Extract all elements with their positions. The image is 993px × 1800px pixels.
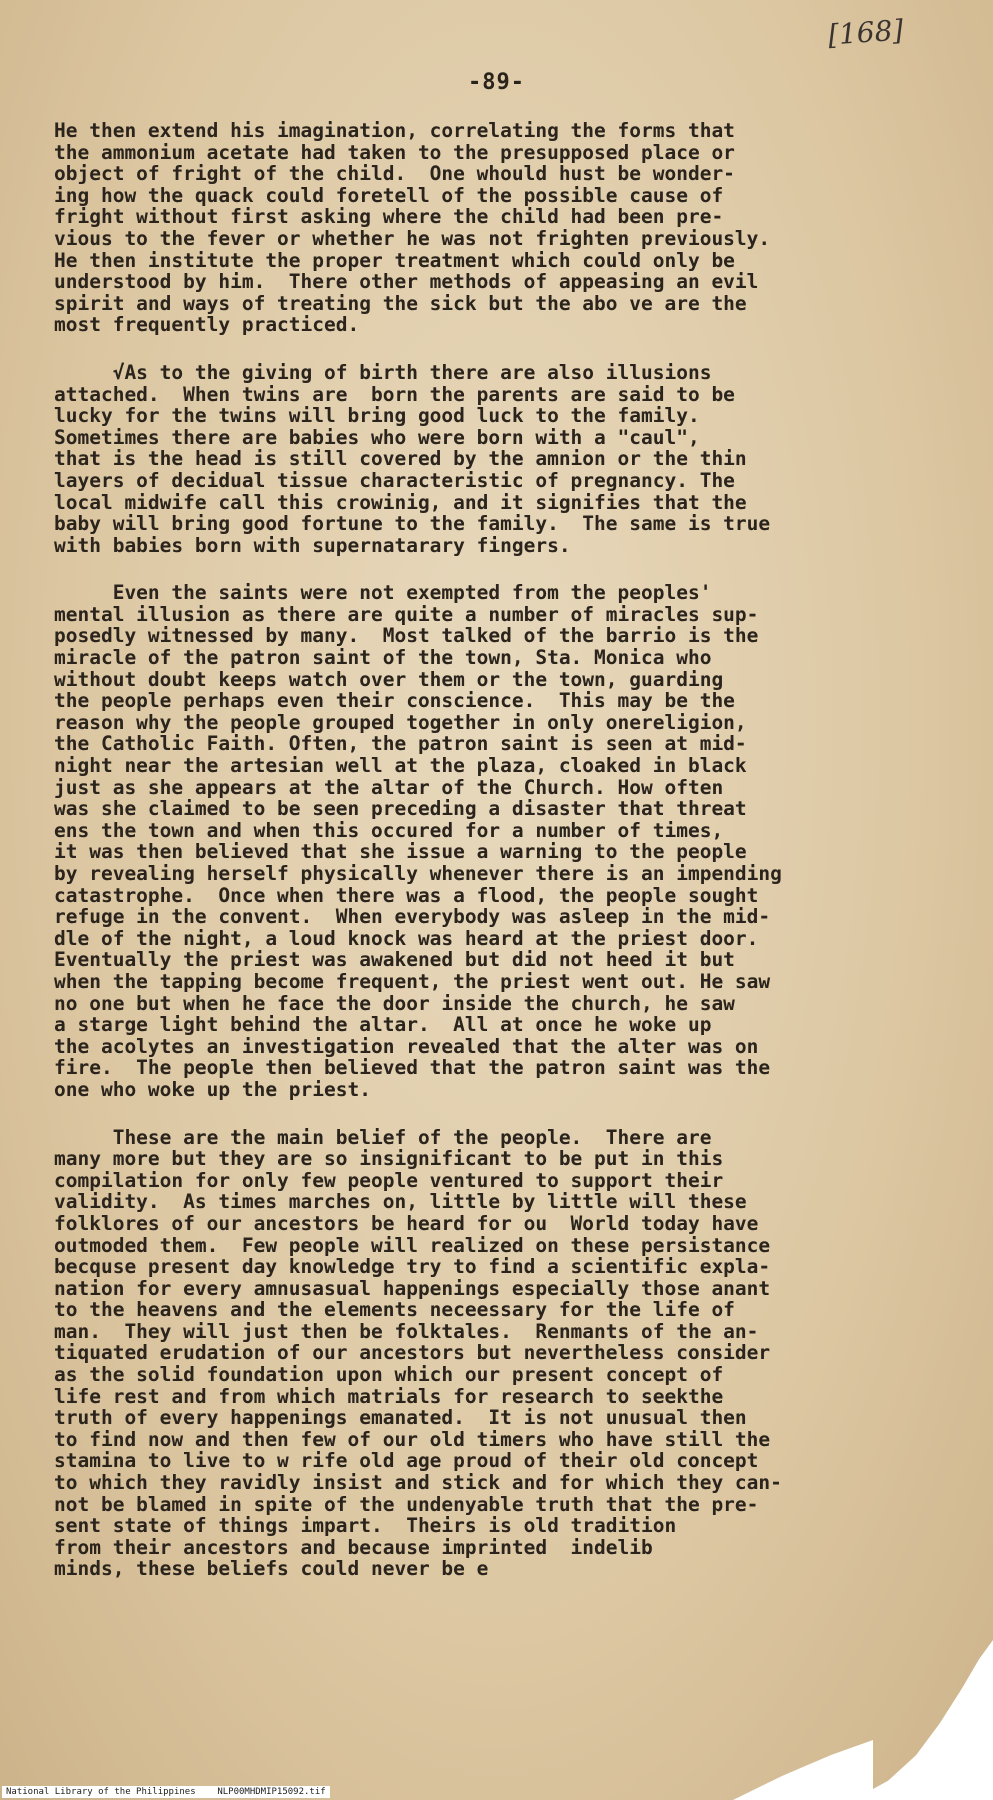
paragraph-2 <box>54 362 954 556</box>
archive-footer: National Library of the Philippines NLP00MHDMIP15092.tif <box>2 1786 330 1798</box>
text-line: the ammonium acetate had taken to the presupposed place or <box>54 140 735 164</box>
text-line: that is the head is still covered by the amnion or the thin <box>54 447 747 471</box>
text-line: tiquated erudation of our ancestors but nevertheless consider <box>54 1341 771 1365</box>
text-line: He then institute the proper treatment which could only be <box>54 248 735 272</box>
text-line: object of fright of the child. One whould hust be wonder- <box>54 162 735 186</box>
text-line: Even the saints were not exempted from the peoples' <box>54 581 712 605</box>
text-line: from their ancestors and because imprinted indelib <box>54 1535 653 1559</box>
text-line: it was then believed that she issue a warning to the people <box>54 840 747 864</box>
torn-page-corner <box>853 1640 993 1800</box>
text-line: was she claimed to be seen preceding a disaster that threat <box>54 797 747 821</box>
text-line: not be blamed in spite of the undenyable truth that the pre- <box>54 1492 759 1516</box>
text-line: refuge in the convent. When everybody was asleep in the mid- <box>54 905 771 929</box>
text-line: Sometimes there are babies who were born with a "caul", <box>54 425 700 449</box>
text-line: layers of decidual tissue characteristic of pregnancy. The <box>54 468 735 492</box>
text-line: the acolytes an investigation revealed that the alter was on <box>54 1034 759 1058</box>
text-line: just as she appears at the altar of the Church. How often <box>54 775 724 799</box>
text-line: most frequently practiced. <box>54 313 360 337</box>
text-line: with babies born with supernatarary fingers. <box>54 533 571 557</box>
text-line: miracle of the patron saint of the town, Sta. Monica who <box>54 646 712 670</box>
text-line: posedly witnessed by many. Most talked of the barrio is the <box>54 624 759 648</box>
text-line: to find now and then few of our old timers who have still the <box>54 1427 771 1451</box>
text-line: local midwife call this crowinig, and it signifies that the <box>54 490 747 514</box>
text-line: man. They will just then be folktales. Renmants of the an- <box>54 1319 759 1343</box>
text-line: a starge light behind the altar. All at once he woke up <box>54 1013 712 1037</box>
text-line: the people perhaps even their conscience. This may be the <box>54 689 735 713</box>
text-line: folklores of our ancestors be heard for ou World today have <box>54 1211 759 1235</box>
text-line: truth of every happenings emanated. It is not unusual then <box>54 1406 747 1430</box>
text-line: These are the main belief of the people. There are <box>54 1125 712 1149</box>
handwritten-annotation: [168] <box>826 13 905 52</box>
text-line: outmoded them. Few people will realized on these persistance <box>54 1233 771 1257</box>
document-body <box>54 120 954 1606</box>
text-line: ing how the quack could foretell of the possible cause of <box>54 183 724 207</box>
text-line: understood by him. There other methods of appeasing an evil <box>54 270 759 294</box>
text-line: fire. The people then believed that the patron saint was the <box>54 1056 771 1080</box>
text-line: attached. When twins are born the parents are said to be <box>54 382 735 406</box>
paragraph-1 <box>54 120 954 336</box>
text-line: stamina to live to w rife old age proud of their old concept <box>54 1449 759 1473</box>
text-line: ens the town and when this occured for a number of times, <box>54 818 724 842</box>
text-line: as the solid foundation upon which our present concept of <box>54 1363 724 1387</box>
text-line: to the heavens and the elements neceessary for the life of <box>54 1298 735 1322</box>
text-line: minds, these beliefs could never be e <box>54 1557 489 1581</box>
text-line: by revealing herself physically whenever there is an impending <box>54 862 782 885</box>
text-line: Eventually the priest was awakened but did not heed it but <box>54 948 735 972</box>
torn-page-edge <box>733 1740 873 1800</box>
paragraph-4 <box>54 1127 954 1580</box>
text-line: compilation for only few people ventured to support their <box>54 1168 724 1192</box>
text-line: √As to the giving of birth there are also illusions <box>54 360 712 384</box>
text-line: fright without first asking where the child had been pre- <box>54 205 724 229</box>
text-line: to which they ravidly insist and stick and for which they can- <box>54 1471 782 1495</box>
text-line: one who woke up the priest. <box>54 1077 371 1101</box>
text-line: He then extend his imagination, correlating the forms that <box>54 119 735 142</box>
text-line: when the tapping become frequent, the priest went out. He saw <box>54 969 771 993</box>
text-line: nation for every amnusasual happenings especially those anant <box>54 1276 771 1300</box>
paragraph-3 <box>54 582 954 1100</box>
text-line: without doubt keeps watch over them or the town, guarding <box>54 667 724 691</box>
text-line: mental illusion as there are quite a number of miracles sup- <box>54 602 759 626</box>
text-line: night near the artesian well at the plaza, cloaked in black <box>54 754 747 778</box>
text-line: validity. As times marches on, little by little will these <box>54 1190 747 1214</box>
text-line: dle of the night, a loud knock was heard at the priest door. <box>54 926 759 950</box>
text-line: many more but they are so insignificant to be put in this <box>54 1147 724 1171</box>
text-line: the Catholic Faith. Often, the patron saint is seen at mid- <box>54 732 747 756</box>
text-line: life rest and from which matrials for research to seekthe <box>54 1384 724 1408</box>
text-line: sent state of things impart. Theirs is old tradition <box>54 1514 677 1538</box>
text-line: vious to the fever or whether he was not frighten previously. <box>54 226 771 250</box>
text-line: becquse present day knowledge try to find a scientific expla- <box>54 1255 771 1279</box>
text-line: lucky for the twins will bring good luck to the family. <box>54 404 700 428</box>
page-number: -89- <box>468 70 525 95</box>
text-line: reason why the people grouped together in only onereligion, <box>54 710 747 734</box>
text-line: no one but when he face the door inside the church, he saw <box>54 991 735 1015</box>
text-line: catastrophe. Once when there was a flood, the people sought <box>54 883 759 907</box>
text-line: baby will bring good fortune to the family. The same is true <box>54 512 771 536</box>
text-line: spirit and ways of treating the sick but the abo ve are the <box>54 291 747 315</box>
